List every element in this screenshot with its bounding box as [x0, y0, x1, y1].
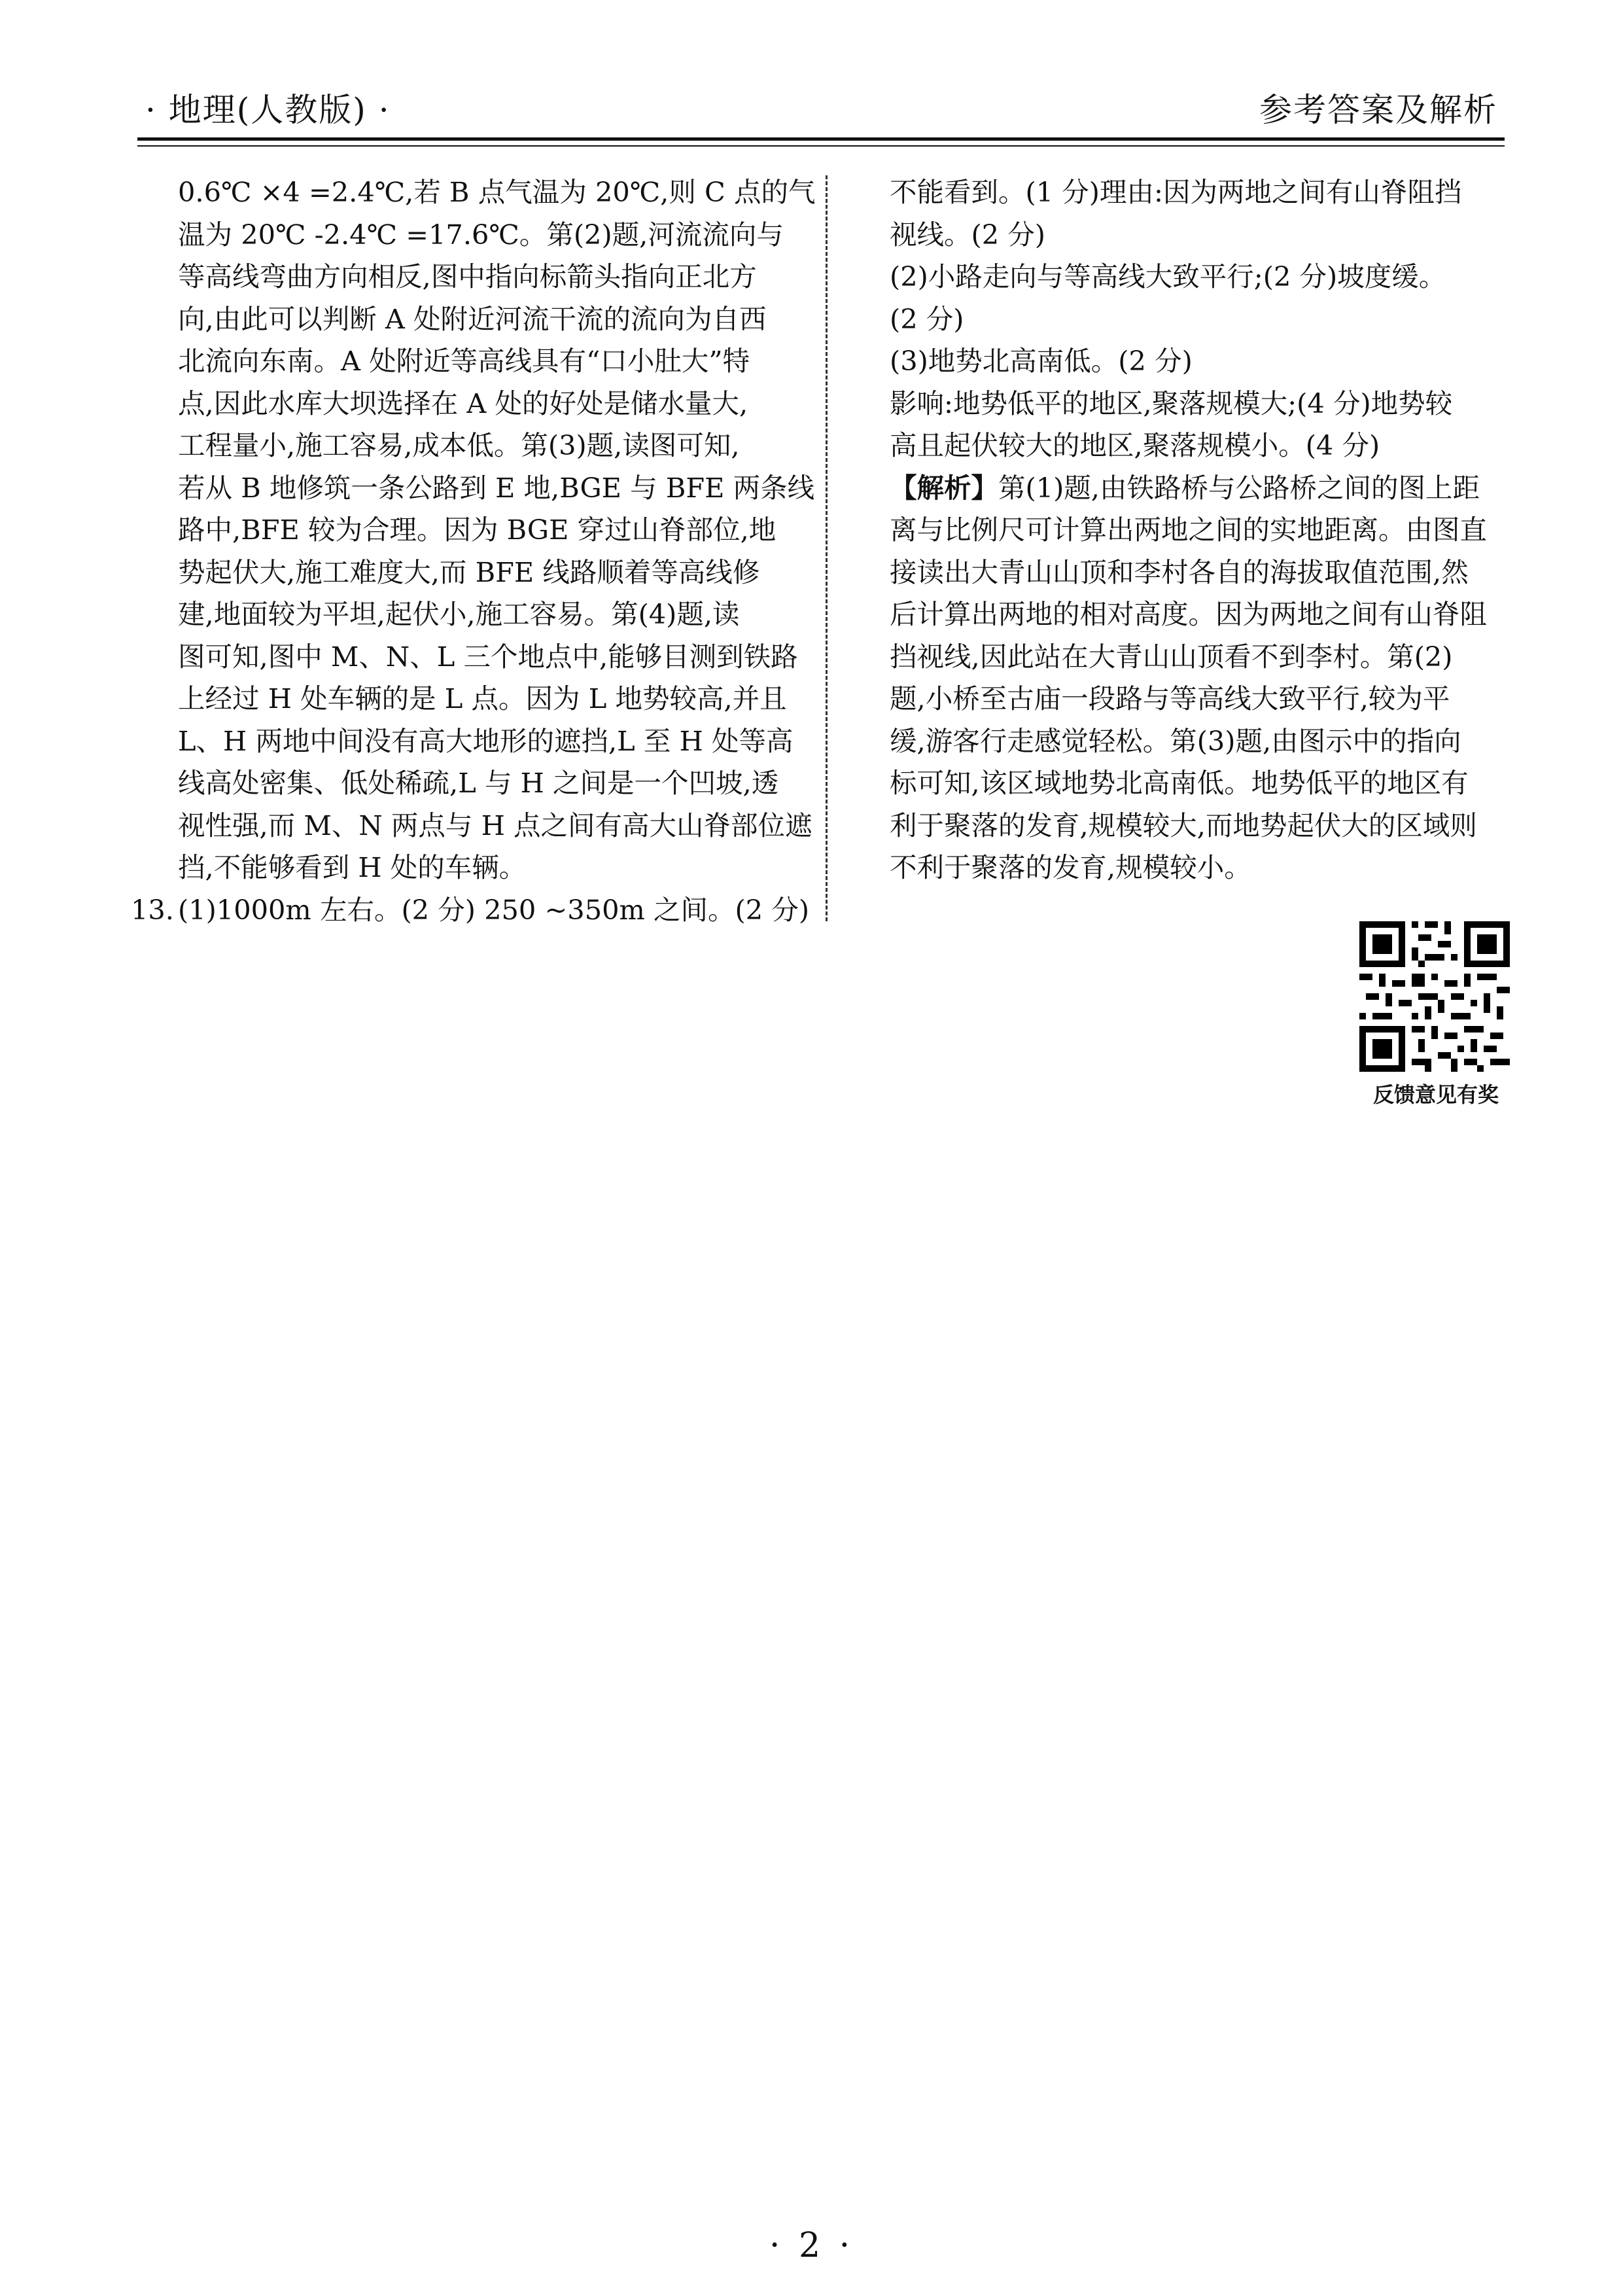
text-line: (2 分): [890, 302, 964, 335]
text-line: L、H 两地中间没有高大地形的遮挡,L 至 H 处等高: [178, 724, 794, 757]
text-line: (2)小路走向与等高线大致平行;(2 分)坡度缓。: [890, 260, 1446, 292]
text-line: 接读出大青山山顶和李村各自的海拔取值范围,然: [890, 556, 1469, 588]
text-line: 离与比例尺可计算出两地之间的实地距离。由图直: [890, 514, 1488, 546]
text-line: 向,由此可以判断 A 处附近河流干流的流向为自西: [178, 302, 767, 335]
text-line: 题,小桥至古庙一段路与等高线大致平行,较为平: [890, 682, 1450, 715]
left-column: [131, 171, 816, 931]
text-line: 不能看到。(1 分)理由:因为两地之间有山脊阻挡: [890, 176, 1462, 208]
qr-code-icon: [1359, 921, 1510, 1072]
text-line: 影响:地势低平的地区,聚落规模大;(4 分)地势较: [890, 387, 1453, 419]
text-line: 上经过 H 处车辆的是 L 点。因为 L 地势较高,并且: [178, 682, 787, 715]
analysis-text: 第(1)题,由铁路桥与公路桥之间的图上距: [998, 471, 1480, 504]
text-line: (3)地势北高南低。(2 分): [890, 345, 1193, 377]
text-line: 图可知,图中 M、N、L 三个地点中,能够目测到铁路: [178, 640, 798, 673]
text-line: 等高线弯曲方向相反,图中指向标箭头指向正北方: [178, 260, 757, 292]
header-rule-thin: [137, 145, 1505, 147]
text-line: 利于聚落的发育,规模较大,而地势起伏大的区域则: [890, 809, 1477, 841]
text-line: 若从 B 地修筑一条公路到 E 地,BGE 与 BFE 两条线: [178, 471, 815, 504]
text-line: 点,因此水库大坝选择在 A 处的好处是储水量大,: [178, 387, 748, 419]
text-line: 缓,游客行走感觉轻松。第(3)题,由图示中的指向: [890, 724, 1461, 757]
header-rule-thick: [137, 137, 1505, 141]
question-13-answer: (1)1000m 左右。(2 分) 250 ~350m 之间。(2 分): [178, 893, 810, 926]
question-13-number: 13.: [131, 893, 174, 926]
text-line: 0.6℃ ×4 =2.4℃,若 B 点气温为 20℃,则 C 点的气: [178, 176, 816, 208]
text-line: 工程量小,施工容易,成本低。第(3)题,读图可知,: [178, 429, 740, 461]
text-line: 建,地面较为平坦,起伏小,施工容易。第(4)题,读: [178, 598, 740, 630]
question-13-line: [131, 889, 811, 932]
feedback-qr-code[interactable]: [1359, 921, 1510, 1072]
analysis-tag: 【解析】: [890, 471, 999, 504]
text-line: 视线。(2 分): [890, 218, 1045, 251]
text-line: 路中,BFE 较为合理。因为 BGE 穿过山脊部位,地: [178, 514, 777, 546]
text-line: 挡视线,因此站在大青山山顶看不到李村。第(2): [890, 640, 1453, 673]
text-line: 不利于聚落的发育,规模较小。: [890, 851, 1251, 883]
qr-caption: 反馈意见有奖: [1372, 1082, 1499, 1107]
text-line: 高且起伏较大的地区,聚落规模小。(4 分): [890, 429, 1380, 461]
text-line: 标可知,该区域地势北高南低。地势低平的地区有: [890, 767, 1469, 799]
text-line: 后计算出两地的相对高度。因为两地之间有山脊阻: [890, 598, 1488, 630]
analysis-first-line: [890, 467, 1510, 510]
text-line: 挡,不能够看到 H 处的车辆。: [178, 851, 527, 883]
text-line: 线高处密集、低处稀疏,L 与 H 之间是一个凹坡,透: [178, 767, 779, 799]
text-line: 温为 20℃ -2.4℃ =17.6℃。第(2)题,河流流向与: [178, 218, 784, 251]
header-title: 参考答案及解析: [1259, 91, 1497, 129]
header-subject: · 地理(人教版) ·: [145, 91, 391, 129]
right-column: [890, 171, 1510, 889]
text-line: 北流向东南。A 处附近等高线具有“口小肚大”特: [178, 345, 750, 377]
column-divider: [826, 175, 828, 921]
page-number: · 2 ·: [769, 2226, 854, 2265]
text-line: 势起伏大,施工难度大,而 BFE 线路顺着等高线修: [178, 556, 760, 588]
text-line: 视性强,而 M、N 两点与 H 点之间有高大山脊部位遮: [178, 809, 812, 841]
